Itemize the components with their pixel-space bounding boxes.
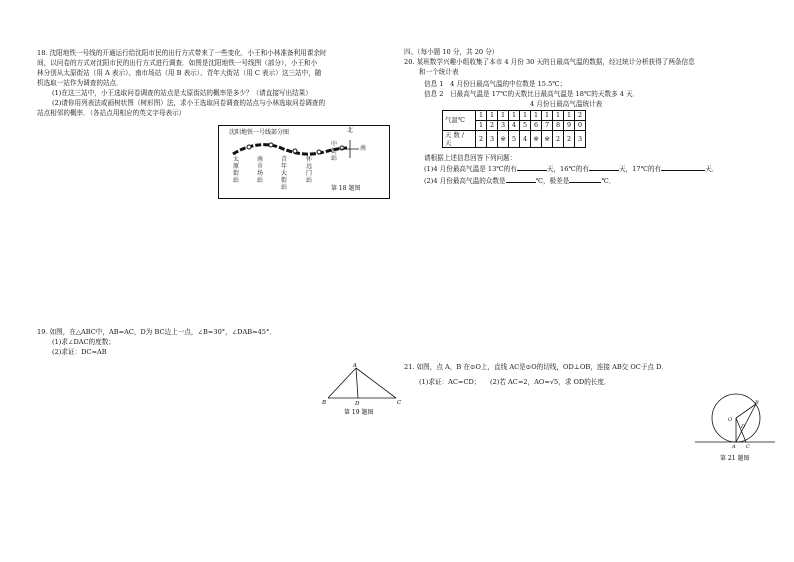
days-header: [443, 131, 476, 148]
q20-part-1-text-d: 天．: [705, 165, 719, 173]
temp-cell: 2: [487, 121, 498, 131]
days-header-line-1: 天 数 /: [445, 131, 464, 139]
compass-north: 北: [347, 127, 354, 134]
q18-line-4: 机选取一站作为调查的站点．: [37, 79, 123, 87]
q20-info-2: 信息 2 日最高气温是 17℃的天数比日最高气温是 18℃的天数多 4 天．: [424, 90, 640, 98]
q21-part-2: (2)若 AC=2，AO=√5，求 OD的长度．: [490, 378, 611, 386]
q18-line-2: 间，以问卷的方式对沈阳市民的出行方式进行调查．如图是沈阳地铁一号线图（部分），小王和小: [37, 59, 318, 67]
q20-part-2: [424, 175, 615, 186]
q18-line-3: 林分别从太原街站（用 A 表示）、南市场站（用 B 表示）、青年大街站（用 C 表示）这三站中，随: [37, 69, 322, 77]
triangle-figure: [318, 362, 408, 422]
stats-table-title: 4 月份日最高气温统计表: [530, 100, 603, 108]
q20-part-1-text-b: 天，16℃的有: [546, 165, 589, 173]
temp-cell: 1: [476, 111, 487, 121]
q18-part-2: (2)请你用列表法或画树状图（树形图）法，求小王选取问卷调查的站点与小林选取问卷调查的: [52, 99, 326, 107]
metro-map-title: 沈阳地铁一号线部分图: [229, 129, 290, 136]
q18-figure-caption: 第 18 题图: [331, 185, 361, 192]
q18-line-1: 18. 沈阳地铁一号线的开通运行给沈阳市民的出行方式带来了一些变化．小王和小林准备利用课余时: [37, 49, 327, 57]
label-b: B: [322, 400, 327, 406]
temp-cell: 6: [531, 121, 542, 131]
q20-line-1: 20. 某班数学兴趣小组收集了本市 4 月份 30 天的日最高气温的数据，经过统计分析获得了两条信息: [404, 58, 695, 66]
station-nanshichang: 南市场站: [257, 156, 264, 184]
metro-map: [218, 125, 390, 199]
q18-line-7: 站点相邻的概率．（各站点用相应的英文字母表示）: [37, 109, 186, 117]
temp-cell: 1: [498, 111, 509, 121]
q19-part-2: (2)求证：DC=AB: [52, 348, 107, 356]
station-zhongjie: 中街站: [331, 141, 338, 162]
temp-cell: 2: [575, 111, 586, 121]
label-a: A: [732, 444, 736, 450]
label-c: C: [397, 400, 402, 406]
q20-part-2-text-b: ℃，极差是: [535, 177, 570, 185]
section-4-heading: 四、（每小题 10 分，共 20 分）: [404, 48, 499, 56]
q21-line-1: 21. 如图，点 A，B 在⊙O上，直线 AC是⊙O的切线，OD⊥OB，连接 AB交 OC于点 D．: [404, 363, 668, 371]
temp-cell: 1: [476, 121, 487, 131]
days-cell: 4: [520, 131, 531, 148]
label-a: A: [353, 363, 357, 369]
temp-cell: 1: [542, 111, 553, 121]
answer-blank-mode[interactable]: [506, 175, 536, 183]
q20-prompt: 请根据上述信息回答下列问题：: [424, 154, 517, 162]
metro-line-figure: [219, 126, 389, 198]
days-cell: 3: [575, 131, 586, 148]
temp-cell: 3: [498, 121, 509, 131]
temp-cell: 1: [520, 111, 531, 121]
station-huaiyuanmen: 怀远门站: [306, 156, 313, 184]
q21-figure-caption: 第 21 题图: [720, 455, 750, 462]
days-cell: 3: [487, 131, 498, 148]
days-header-line-2: 天: [445, 139, 452, 147]
temp-cell: 8: [553, 121, 564, 131]
q21-part-1: (1)求证：AC=CD；: [419, 378, 481, 386]
q19-part-1: (1)求∠DAC的度数；: [52, 338, 115, 346]
temp-cell: 5: [520, 121, 531, 131]
temp-cell: 4: [509, 121, 520, 131]
days-cell: ※: [498, 131, 509, 148]
q20-info-1: 信息 1 4 月份日最高气温的中位数是 15.5℃；: [424, 80, 567, 88]
label-d: D: [741, 424, 746, 430]
temp-cell: 1: [531, 111, 542, 121]
temp-cell: 1: [564, 111, 575, 121]
q20-part-1: [424, 163, 718, 174]
answer-blank-13c[interactable]: [517, 163, 547, 171]
answer-blank-17c[interactable]: [661, 163, 705, 171]
temp-cell: 1: [509, 111, 520, 121]
temp-cell: 9: [564, 121, 575, 131]
q19-figure-caption: 第 19 题图: [344, 409, 374, 416]
temperature-header: 气温℃: [443, 111, 476, 131]
circle-figure: [700, 390, 790, 470]
answer-blank-range[interactable]: [569, 175, 601, 183]
label-d: D: [355, 401, 360, 407]
answer-blank-16c[interactable]: [589, 163, 619, 171]
days-cell: 5: [509, 131, 520, 148]
q18-part-1: (1)在这三站中，小王选取问卷调查的站点是太原街站的概率是多少？（请直接写出结果）: [52, 89, 312, 97]
q20-part-2-text-c: ℃．: [601, 177, 616, 185]
days-cell: 2: [564, 131, 575, 148]
days-cell: ※: [542, 131, 553, 148]
q20-part-1-text-c: 天，17℃的有: [619, 165, 662, 173]
station-taiyuanjie: 太原街站: [233, 156, 240, 184]
label-b: B: [755, 400, 759, 406]
q19-line-1: 19. 如图，在△ABC中，AB=AC，D为 BC边上一点，∠B=30°，∠DAB=45°．: [37, 328, 276, 336]
days-cell: 2: [476, 131, 487, 148]
station-qingnian-dajie: 青年大街站: [281, 156, 288, 191]
temp-cell: 0: [575, 121, 586, 131]
compass-south: 南: [360, 145, 367, 152]
q20-part-2-text-a: (2)4 月份最高气温的众数是: [424, 177, 506, 185]
label-o: O: [728, 417, 733, 423]
temp-cell: 1: [487, 111, 498, 121]
temp-cell: 1: [553, 111, 564, 121]
temperature-table: [442, 110, 586, 148]
temp-cell: 7: [542, 121, 553, 131]
days-cell: 2: [553, 131, 564, 148]
days-cell: ※: [531, 131, 542, 148]
q20-line-2: 和一个统计表: [419, 68, 459, 76]
label-c: C: [746, 444, 750, 450]
q20-part-1-text-a: (1)4 月份最高气温是 13℃的有: [424, 165, 517, 173]
